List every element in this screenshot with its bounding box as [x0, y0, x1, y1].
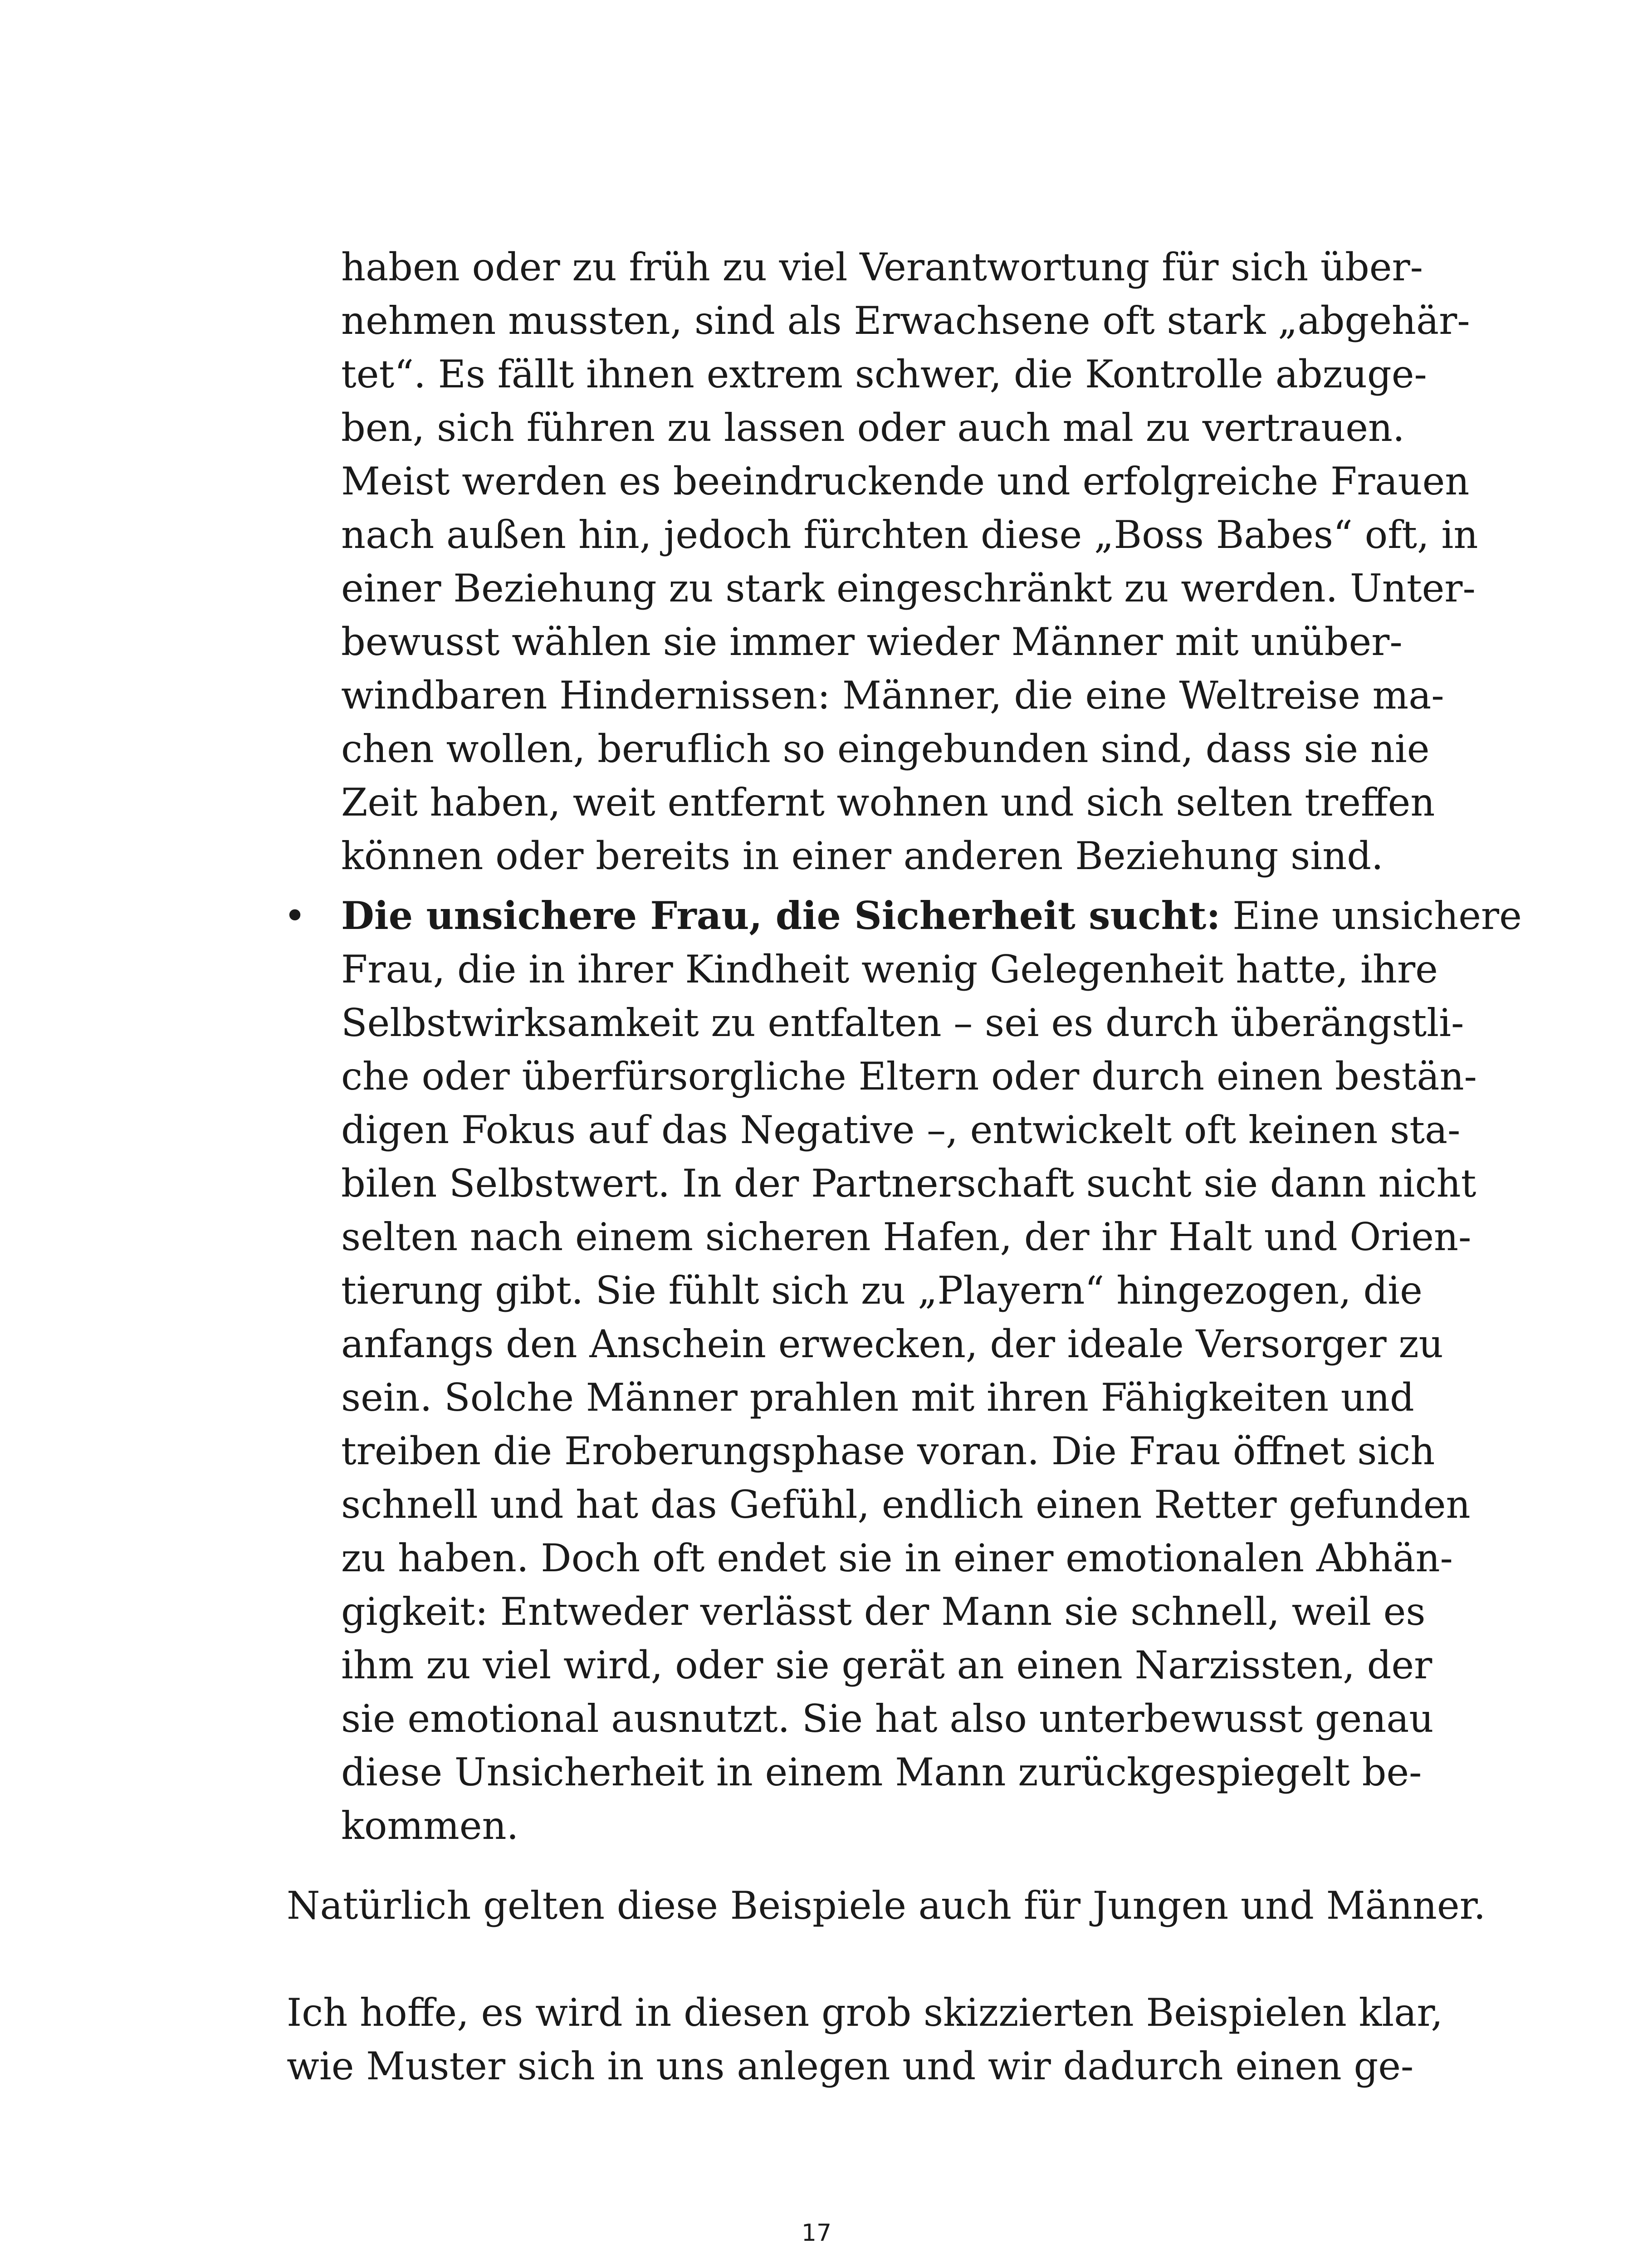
text-line: windbaren Hindernissen: Männer, die eine Weltreise ma-	[341, 673, 1444, 718]
text-line	[341, 889, 1522, 943]
text-line: tet“. Es fällt ihnen extrem schwer, die Kontrolle abzuge-	[341, 352, 1427, 396]
text-line: digen Fokus auf das Negative –, entwickelt oft keinen sta-	[341, 1108, 1461, 1152]
text-line: haben oder zu früh zu viel Verantwortung für sich über-	[341, 245, 1423, 289]
text-line: Frau, die in ihrer Kindheit wenig Gelegenheit hatte, ihre	[341, 947, 1438, 992]
text-line: Ich hoffe, es wird in diesen grob skizzierten Beispielen klar,	[287, 1990, 1443, 2035]
text-line: anfangs den Anschein erwecken, der ideale Versorger zu	[341, 1322, 1443, 1366]
text-line: können oder bereits in einer anderen Beziehung sind.	[341, 834, 1384, 878]
text-line: Zeit haben, weit entfernt wohnen und sich selten treffen	[341, 780, 1435, 825]
text-line: schnell und hat das Gefühl, endlich einen Retter gefunden	[341, 1482, 1471, 1527]
text-line: selten nach einem sicheren Hafen, der ihr Halt und Orien-	[341, 1215, 1472, 1259]
text-line: treiben die Eroberungsphase voran. Die Frau öffnet sich	[341, 1429, 1435, 1473]
text-line: einer Beziehung zu stark eingeschränkt zu werden. Unter-	[341, 566, 1476, 611]
text-line: sie emotional ausnutzt. Sie hat also unterbewusst genau	[341, 1696, 1434, 1741]
text-line: bilen Selbstwert. In der Partnerschaft sucht sie dann nicht	[341, 1161, 1477, 1206]
text-line: zu haben. Doch oft endet sie in einer emotionalen Abhän-	[341, 1536, 1453, 1580]
text-line: Natürlich gelten diese Beispiele auch für Jungen und Männer.	[287, 1883, 1486, 1928]
text-line: nach außen hin, jedoch fürchten diese „Boss Babes“ oft, in	[341, 513, 1478, 557]
text-line: chen wollen, beruflich so eingebunden sind, dass sie nie	[341, 727, 1430, 771]
text-line: tierung gibt. Sie fühlt sich zu „Playern“ hingezogen, die	[341, 1268, 1423, 1313]
bullet-icon: •	[284, 894, 306, 938]
bullet-first-line-text: Eine unsichere	[1220, 894, 1522, 938]
text-line: ben, sich führen zu lassen oder auch mal zu vertrauen.	[341, 406, 1405, 450]
text-line: Selbstwirksamkeit zu entfalten – sei es durch überängstli-	[341, 1001, 1464, 1045]
text-line: diese Unsicherheit in einem Mann zurückgespiegelt be-	[341, 1750, 1422, 1794]
page-number: 17	[801, 2219, 832, 2247]
text-line: bewusst wählen sie immer wieder Männer mit unüber-	[341, 620, 1403, 664]
text-line: Meist werden es beeindruckende und erfolgreiche Frauen	[341, 459, 1470, 503]
text-line: gigkeit: Entweder verlässt der Mann sie schnell, weil es	[341, 1589, 1426, 1634]
text-line: che oder überfürsorgliche Eltern oder durch einen bestän-	[341, 1054, 1477, 1099]
text-line: ihm zu viel wird, oder sie gerät an einen Narzissten, der	[341, 1643, 1433, 1687]
text-line: kommen.	[341, 1804, 519, 1848]
text-line: nehmen mussten, sind als Erwachsene oft stark „abgehär-	[341, 298, 1470, 343]
text-line: wie Muster sich in uns anlegen und wir dadurch einen ge-	[287, 2044, 1414, 2088]
text-line: sein. Solche Männer prahlen mit ihren Fähigkeiten und	[341, 1375, 1414, 1420]
bullet-heading: Die unsichere Frau, die Sicherheit sucht:	[341, 893, 1221, 938]
